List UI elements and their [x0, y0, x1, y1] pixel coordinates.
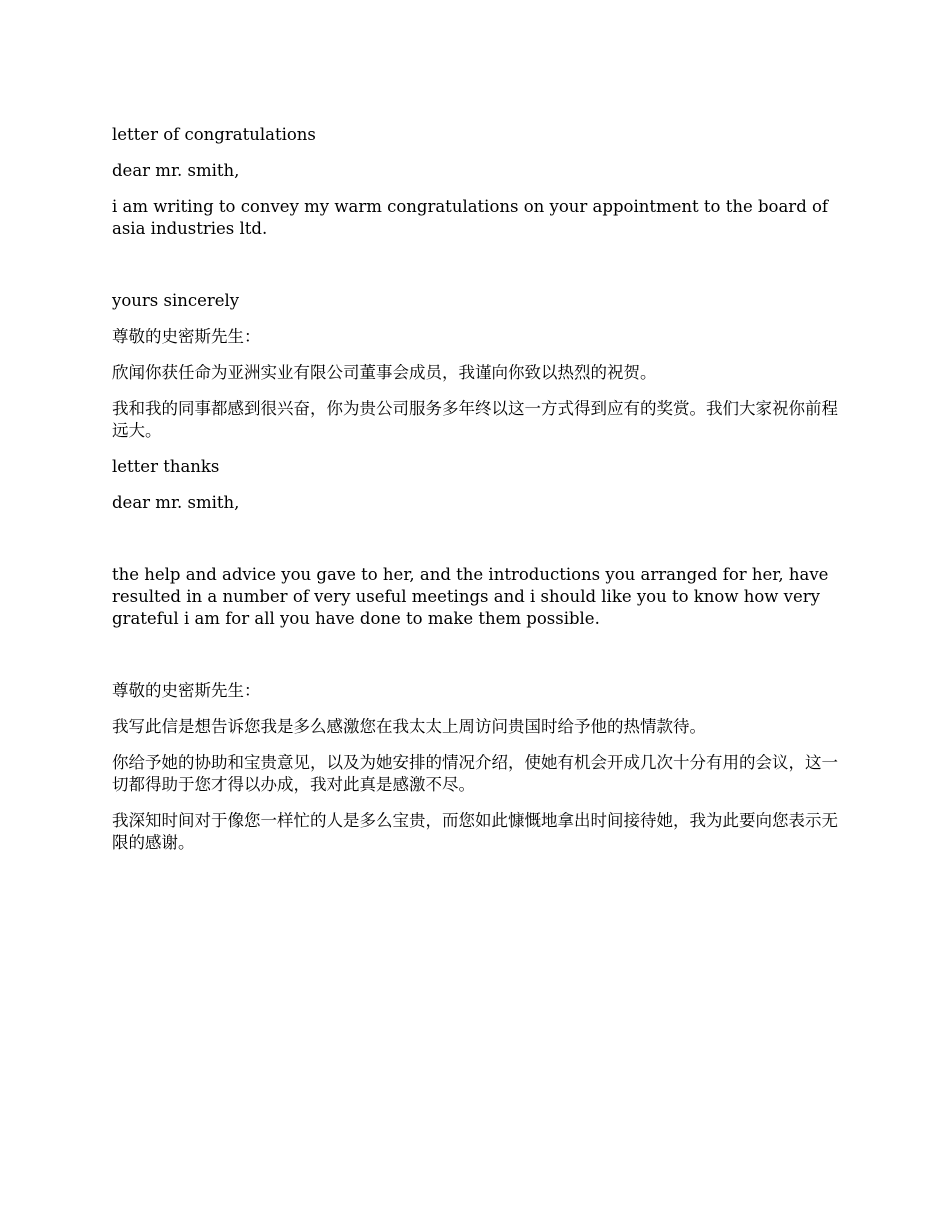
letter2-cn-paragraph: 我写此信是想告诉您我是多么感激您在我太太上周访问贵国时给予他的热情款待。 — [112, 717, 706, 736]
letter2-body: the help and advice you gave to her, and the introductions you arranged for her, have resulted in a number of very useful meetings and i should like you to know how very grateful i am for all you have done to make them possible. — [112, 565, 829, 628]
blank-line — [112, 644, 842, 680]
letter1-closing: yours sincerely — [112, 291, 240, 310]
letter1-salutation: dear mr. smith, — [112, 161, 240, 180]
letter2-salutation: dear mr. smith, — [112, 493, 240, 512]
letter2-cn-salutation: 尊敬的史密斯先生： — [112, 681, 261, 700]
blank-line — [112, 528, 842, 564]
letter1-cn-paragraph: 欣闻你获任命为亚洲实业有限公司董事会成员，我谨向你致以热烈的祝贺。 — [112, 363, 657, 382]
letter1-cn-salutation: 尊敬的史密斯先生： — [112, 327, 261, 346]
letter1-title: letter of congratulations — [112, 125, 316, 144]
document-body — [112, 124, 842, 868]
letter1-body: i am writing to convey my warm congratulations on your appointment to the board of asia industries ltd. — [112, 197, 829, 238]
letter2-title: letter thanks — [112, 457, 220, 476]
letter2-cn-paragraph: 我深知时间对于像您一样忙的人是多么宝贵，而您如此慷慨地拿出时间接待她，我为此要向您表示无限的感谢。 — [112, 811, 838, 852]
letter1-cn-paragraph: 我和我的同事都感到很兴奋，你为贵公司服务多年终以这一方式得到应有的奖赏。我们大家祝你前程远大。 — [112, 399, 838, 440]
letter2-cn-paragraph: 你给予她的协助和宝贵意见，以及为她安排的情况介绍，使她有机会开成几次十分有用的会议，这一切都得助于您才得以办成，我对此真是感激不尽。 — [112, 753, 838, 794]
blank-line — [112, 254, 842, 290]
